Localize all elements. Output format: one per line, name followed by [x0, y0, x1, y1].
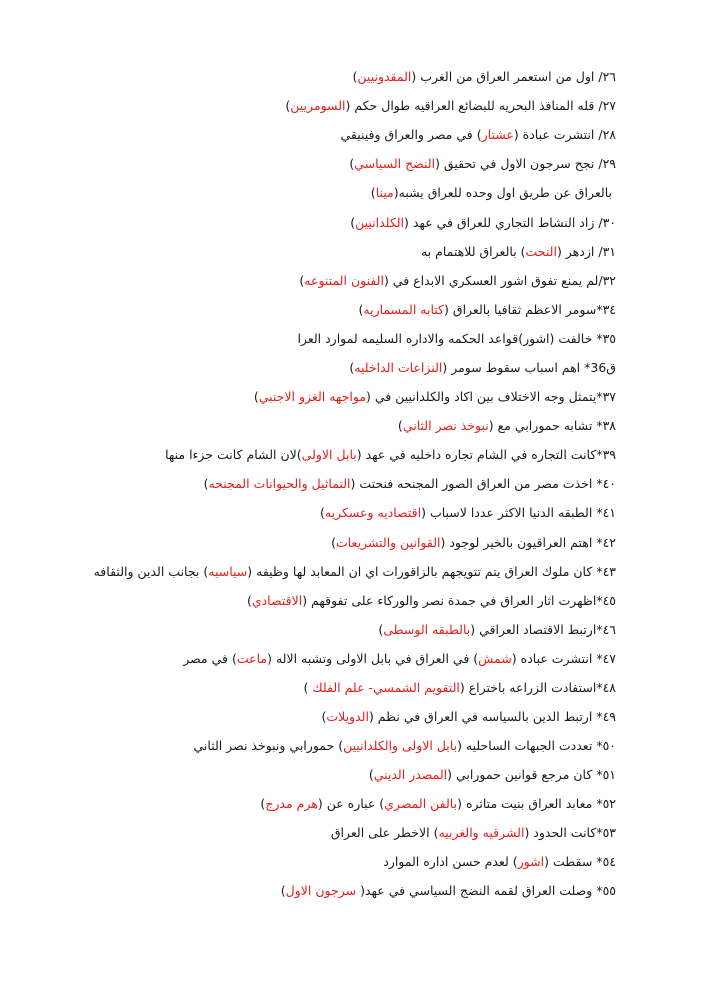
list-item [94, 563, 616, 581]
item-question: اول من استعمر العراق من الغرب ( [411, 69, 595, 84]
item-after: ) [320, 505, 325, 520]
item-question: الطبقه الدنيا الاكثر عددا لاسباب ( [421, 505, 593, 520]
list-item [359, 301, 616, 319]
item-number: ٢٧/ [598, 98, 616, 113]
list-item [320, 504, 616, 522]
item-answer: الشرقيه والغربيه [438, 825, 525, 840]
list-item [350, 214, 616, 232]
item-question: اخذت مصر من العراق الصور المجنحه فنحتت ( [350, 476, 593, 491]
item-question: ارتبط الاقتصاد العراقي ( [470, 622, 597, 637]
list-item [421, 243, 616, 261]
item-number: ٣٠/ [598, 215, 616, 230]
item-question: معابد العراق بنيت متاثره ( [457, 796, 593, 811]
item-answer: الدويلات [326, 709, 369, 724]
item-after: ) [368, 767, 374, 782]
item-number: ٤٢* [596, 535, 616, 550]
item-answer: المصدر الديني [373, 767, 448, 782]
item-answer: النزاعات الداخليه [354, 360, 443, 375]
item-answer: بالفن المصري [384, 796, 458, 811]
list-item [260, 795, 616, 813]
item-after: ) [299, 273, 305, 288]
item-question: زاد النشاط التجاري للعراق في عهد ( [404, 215, 595, 230]
item-number: ٥٥* [596, 883, 616, 898]
item-after: ) في العراق في بابل الاولى وتشبه الاله ( [267, 651, 479, 666]
item-answer: عشتار [481, 127, 514, 142]
item-question: اهتم العراقيون بالخير لوجود ( [440, 535, 593, 550]
item-question: كان مرجع قوانين حمورابي ( [447, 767, 593, 782]
item-question: كانت التجاره في الشام تجاره داخليه في عهد ( [356, 447, 597, 462]
item-answer: بابل الاولى والكلدانيين [343, 738, 458, 753]
item-after-2: ) في مصر [183, 651, 237, 666]
list-item [204, 475, 616, 493]
item-after: ) عباره عن ( [317, 796, 385, 811]
list-item [165, 446, 616, 464]
list-item [321, 708, 616, 726]
item-question: اهم اسباب سقوط سومر ( [442, 360, 581, 375]
item-number: ٥٣* [596, 825, 616, 840]
item-after: ) [331, 535, 336, 550]
item-number: ٥٢* [596, 796, 616, 811]
item-after: )لان الشام كانت جزءا منها [165, 447, 302, 462]
item-after: ) [246, 593, 252, 608]
item-after: ) [350, 215, 356, 230]
item-number: ٤٥* [596, 593, 616, 608]
item-answer: التقويم الشمسي- علم الفلك [312, 680, 460, 695]
item-question: ازدهر ( [556, 244, 595, 259]
list-item [254, 388, 616, 406]
item-after: ) حمورابي ونبوخذ نصر الثاني [193, 738, 344, 753]
item-after: ) [253, 389, 259, 404]
item-question: لم يمنع تفوق اشور العسكري الابداع في ( [383, 273, 599, 288]
item-question: بالعراق عن طريق اول وحده للعراق يشبه( [393, 185, 612, 200]
item-after: ) [303, 680, 313, 695]
item-answer: التماثيل والحيوانات المجنحه [208, 476, 351, 491]
item-after: ) [349, 156, 355, 171]
list-item [341, 126, 617, 144]
item-after: ) [352, 69, 358, 84]
item-answer: المقدونيين [357, 69, 412, 84]
item-after: ) [321, 709, 327, 724]
item-question: تشابه حمورابي مع ( [488, 418, 593, 433]
item-question: انتشرت عباده ( [511, 651, 593, 666]
item-question: ارتبط الدين بالسياسه في العراق في نظم ( [368, 709, 593, 724]
item-answer: سياسيه [208, 564, 248, 579]
item-number: ٤١* [596, 505, 616, 520]
list-item [331, 824, 616, 842]
item-answer: مواجهه الغزو الاجنبي [258, 389, 367, 404]
list-item [285, 97, 616, 115]
item-number: ٤٦* [596, 622, 616, 637]
item-number: ٥٠* [596, 738, 616, 753]
item-question: يتمثل وجه الاختلاف بين اكاد والكلدانيين في ( [366, 389, 597, 404]
item-answer-2: هرم مدرج [265, 796, 318, 811]
item-after: ) في مصر والعراق وفينيقي [340, 127, 482, 142]
item-answer: بالطبقه الوسطى [383, 622, 471, 637]
item-question: اظهرت اثار العراق في جمدة نصر والوركاء على تفوقهم ( [302, 593, 597, 608]
list-item [299, 272, 616, 290]
item-number: ٣٩* [596, 447, 616, 462]
list-item [304, 679, 617, 697]
item-number: ٤٠* [596, 476, 616, 491]
item-answer: الكلدانيين [355, 215, 405, 230]
item-number: ٢٩/ [598, 156, 616, 171]
item-answer: مينا [375, 185, 394, 200]
item-question: وصلت العراق لقمه النضج السياسي في عهد( [360, 883, 593, 898]
item-after: ) الاخطر على العراق [330, 825, 439, 840]
item-answer: اشور [517, 854, 545, 869]
item-answer: النضج السياسي [354, 156, 436, 171]
item-after: ) [397, 418, 403, 433]
item-after: ) لعدم حسن اداره الموارد [383, 854, 518, 869]
item-number: ٣٥* [596, 331, 616, 346]
item-question: انتشرت عبادة ( [513, 127, 595, 142]
list-item [369, 766, 616, 784]
item-question: خالفت (اشور)قواعد الحكمه والاداره السليمه لموارد العرا [297, 331, 593, 346]
list-item [398, 417, 616, 435]
item-answer: اقتصاديه وعسكريه [324, 505, 422, 520]
item-answer: سرجون الاول [285, 883, 361, 898]
item-after: ) بجانب الدين والثقافه [93, 564, 209, 579]
item-number: ٢٦/ [598, 69, 616, 84]
item-number: ٣٨* [596, 418, 616, 433]
item-question: قله المنافذ البحريه للبضائع العراقيه طوال حكم ( [345, 98, 595, 113]
list-item [193, 737, 616, 755]
item-number: ٤٧* [596, 651, 616, 666]
list-item [297, 330, 616, 348]
item-answer: كتابه المسماريه [363, 302, 445, 317]
item-number: ٣١/ [598, 244, 616, 259]
item-question: استفادت الزراعه باختراع ( [459, 680, 597, 695]
item-question: سومر الاعظم ثقافيا بالعراق ( [444, 302, 597, 317]
item-after: ) [378, 622, 384, 637]
item-question: كانت الحدود ( [524, 825, 597, 840]
item-after: ) [203, 476, 209, 491]
item-after: ) [370, 185, 376, 200]
list-item [378, 621, 616, 639]
item-answer: الفنون المتنوعه [304, 273, 384, 288]
item-after-2: ) [260, 796, 266, 811]
item-answer: السومريين [290, 98, 346, 113]
item-answer: بابل الاولى [301, 447, 357, 462]
list-item [349, 155, 616, 173]
item-after: ) بالعراق للاهتمام به [420, 244, 526, 259]
item-number: ٥١* [596, 767, 616, 782]
list-item [383, 853, 616, 871]
item-answer-2: ماعت [236, 651, 268, 666]
item-answer: شمش [478, 651, 512, 666]
item-answer: النحت [525, 244, 557, 259]
item-number: ق36* [584, 360, 616, 375]
item-question: كان ملوك العراق يتم تتويجهم بالزاقورات اي ان المعابد لها وظيفه ( [247, 564, 593, 579]
item-number: ٤٩* [596, 709, 616, 724]
item-number: ٤٨* [596, 680, 616, 695]
item-answer: نبوخذ نصر الثاني [402, 418, 489, 433]
item-after: ) [285, 98, 291, 113]
item-question: تعددت الجبهات الساحليه ( [457, 738, 593, 753]
list-item [281, 882, 616, 900]
item-number: ٣٤* [596, 302, 616, 317]
item-answer: الاقتصادي [251, 593, 303, 608]
item-number: ٣٧* [596, 389, 616, 404]
item-after: ) [349, 360, 355, 375]
item-number: ٤٣* [596, 564, 616, 579]
list-item [247, 592, 616, 610]
item-question: نجح سرجون الاول في تحقيق ( [435, 156, 595, 171]
list-item [349, 359, 616, 377]
item-after: ) [280, 883, 286, 898]
item-number: ٣٢/ [598, 273, 616, 288]
item-answer: القوانين والتشريعات [335, 535, 441, 550]
list-item [353, 68, 616, 86]
list-item [183, 650, 616, 668]
item-number: ٢٨/ [598, 127, 616, 142]
list-item [371, 184, 612, 202]
list-item [331, 534, 616, 552]
item-question: سقطت ( [544, 854, 593, 869]
item-number: ٥٤* [596, 854, 616, 869]
item-after: ) [358, 302, 364, 317]
